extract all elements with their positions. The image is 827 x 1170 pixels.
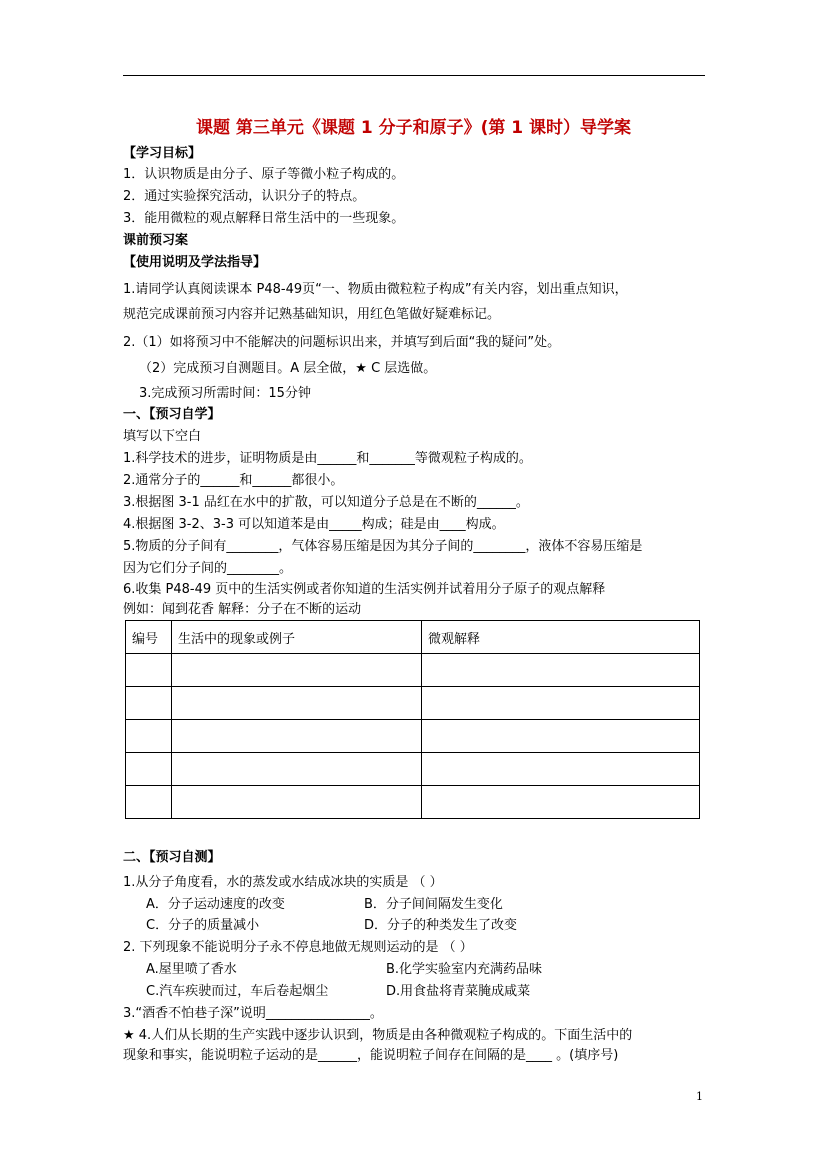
- table-cell[interactable]: [172, 654, 422, 687]
- table-cell[interactable]: [422, 720, 700, 753]
- objective-1: 1．认识物质是由分子、原子等微小粒子构成的。: [123, 167, 405, 182]
- page-title: 课题 第三单元《课题 1 分子和原子》(第 1 课时）导学案: [195, 118, 632, 138]
- header-rule: [123, 75, 705, 76]
- self-study-q5b: 因为它们分子间的________。: [123, 561, 293, 576]
- q2-option-a: A.屋里喷了香水: [146, 962, 237, 977]
- self-test-q1: 1.从分子角度看，水的蒸发或水结成冰块的实质是 （ ）: [123, 875, 443, 890]
- table-header-phenomenon: 生活中的现象或例子: [172, 621, 422, 654]
- q1-option-b: B．分子间间隔发生变化: [364, 897, 503, 912]
- self-study-q6: 6.收集 P48-49 页中的生活实例或者你知道的生活实例并试着用分子原子的观点解释: [123, 582, 606, 597]
- self-test-q2: 2. 下列现象不能说明分子永不停息地做无规则运动的是 （ ）: [123, 940, 473, 955]
- self-study-example: 例如：闻到花香 解释：分子在不断的运动: [123, 602, 362, 617]
- table-cell[interactable]: [172, 753, 422, 786]
- usage-line-4: 3.完成预习所需时间：15分钟: [139, 386, 311, 401]
- table-cell[interactable]: [422, 786, 700, 819]
- table-row: [126, 786, 700, 819]
- usage-line-1b: 规范完成课前预习内容并记熟基础知识，用红色笔做好疑难标记。: [123, 307, 501, 322]
- objective-3: 3．能用微粒的观点解释日常生活中的一些现象。: [123, 211, 405, 226]
- q1-option-c: C．分子的质量减小: [146, 918, 260, 933]
- objectives-heading: 【学习目标】: [123, 146, 202, 161]
- table-header-explanation: 微观解释: [422, 621, 700, 654]
- self-test-q3: 3.“酒香不怕巷子深”说明________________。: [123, 1006, 383, 1021]
- table-cell[interactable]: [422, 753, 700, 786]
- objective-2: 2．通过实验探究活动，认识分子的特点。: [123, 189, 366, 204]
- q1-option-d: D．分子的种类发生了改变: [364, 918, 518, 933]
- self-study-q3: 3.根据图 3-1 品红在水中的扩散，可以知道分子总是在不断的______。: [123, 495, 529, 510]
- table-row: [126, 654, 700, 687]
- table-cell[interactable]: [126, 687, 172, 720]
- page-number: 1: [696, 1090, 703, 1103]
- table-cell[interactable]: [422, 654, 700, 687]
- table-cell[interactable]: [172, 786, 422, 819]
- self-test-heading: 二、【预习自测】: [123, 850, 221, 865]
- table-header-number: 编号: [126, 621, 172, 654]
- table-cell[interactable]: [422, 687, 700, 720]
- self-test-q4b: 现象和事实，能说明粒子运动的是______，能说明粒子间存在间隔的是____ 。(填序号): [123, 1048, 619, 1063]
- self-study-q5a: 5.物质的分子间有________，气体容易压缩是因为其分子间的________，液体不容易压缩是: [123, 539, 643, 554]
- table-cell[interactable]: [172, 687, 422, 720]
- self-study-q2: 2.通常分子的______和______都很小。: [123, 473, 344, 488]
- table-cell[interactable]: [172, 720, 422, 753]
- table-row: [126, 720, 700, 753]
- table-cell[interactable]: [126, 753, 172, 786]
- table-cell[interactable]: [126, 654, 172, 687]
- self-study-heading: 一、【预习自学】: [123, 407, 221, 422]
- table-header-row: [126, 621, 700, 654]
- preview-case-heading: 课前预习案: [123, 233, 189, 248]
- usage-line-2: 2.（1）如将预习中不能解决的问题标识出来，并填写到后面“我的疑问”处。: [123, 335, 561, 350]
- self-study-q4: 4.根据图 3-2、3-3 可以知道苯是由_____构成；硅是由____构成。: [123, 517, 505, 532]
- self-study-q1: 1.科学技术的进步，证明物质是由______和_______等微观粒子构成的。: [123, 451, 532, 466]
- usage-line-3: （2）完成预习自测题目。A 层全做，★ C 层选做。: [139, 361, 437, 376]
- q2-option-d: D.用食盐将青菜腌成咸菜: [386, 984, 531, 999]
- table-cell[interactable]: [126, 720, 172, 753]
- q2-option-b: B.化学实验室内充满药品味: [386, 962, 543, 977]
- self-test-q4a: ★ 4.人们从长期的生产实践中逐步认识到，物质是由各种微观粒子构成的。下面生活中的: [123, 1028, 633, 1043]
- usage-line-1a: 1.请同学认真阅读课本 P48-49页“一、物质由微粒粒子构成”有关内容，划出重点知识，: [123, 282, 628, 297]
- table-row: [126, 753, 700, 786]
- q1-option-a: A．分子运动速度的改变: [146, 897, 285, 912]
- self-study-intro: 填写以下空白: [123, 429, 202, 444]
- q2-option-c: C.汽车疾驶而过，车后卷起烟尘: [146, 984, 329, 999]
- phenomena-table: [125, 620, 700, 819]
- usage-heading: 【使用说明及学法指导】: [123, 255, 267, 270]
- table-row: [126, 687, 700, 720]
- table-cell[interactable]: [126, 786, 172, 819]
